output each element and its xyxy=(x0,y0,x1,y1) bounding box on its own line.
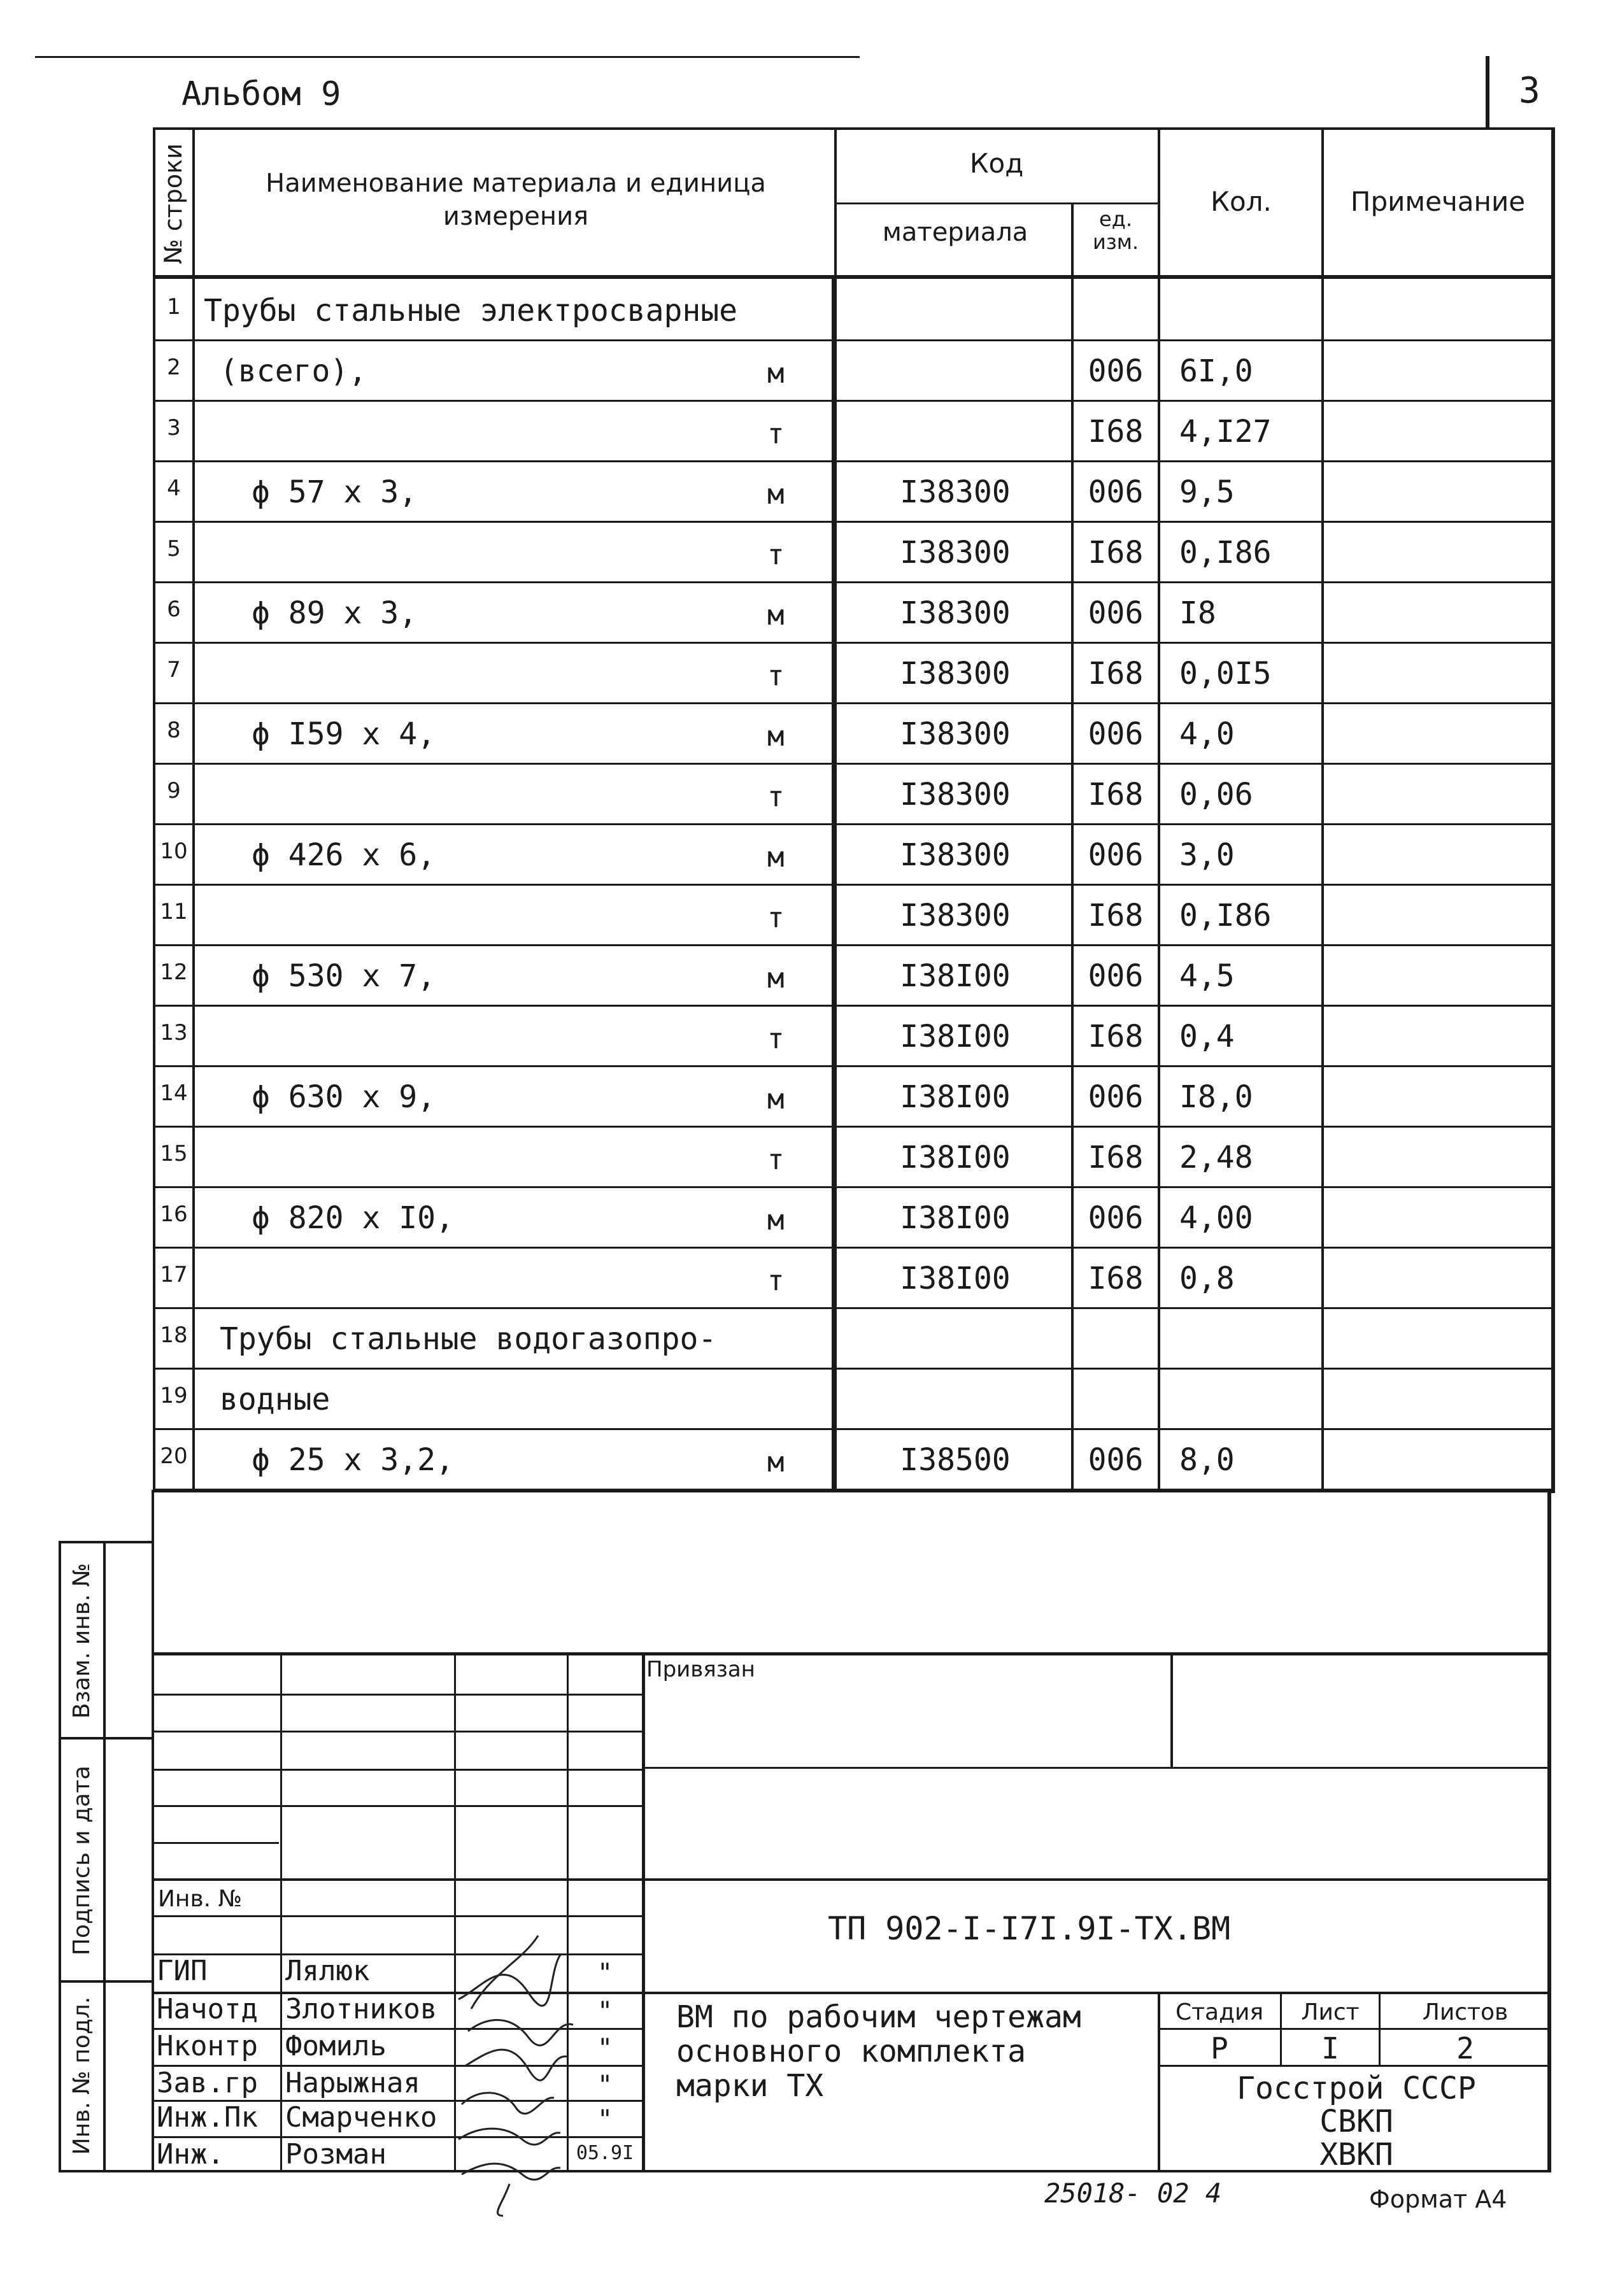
unit: м xyxy=(767,962,785,995)
header-note: Примечание xyxy=(1350,186,1526,217)
header-material-code: материала xyxy=(882,218,1028,247)
material-code: I38500 xyxy=(900,1442,1011,1478)
unit-code: I68 xyxy=(1088,1140,1144,1175)
unit: т xyxy=(767,781,785,813)
quantity: 0,4 xyxy=(1179,1019,1235,1054)
row-number: 11 xyxy=(160,899,188,925)
material-name: ϕ 530 x 7, xyxy=(252,958,436,994)
unit: т xyxy=(767,1144,785,1176)
material-name: (всего), xyxy=(220,353,367,389)
quantity: 6I,0 xyxy=(1179,353,1253,389)
date-mark: " xyxy=(597,1959,613,1988)
date-mark: " xyxy=(597,2105,613,2134)
quantity: I8,0 xyxy=(1179,1079,1253,1115)
quantity: 0,I86 xyxy=(1179,535,1272,570)
material-code: I38300 xyxy=(900,595,1011,631)
person-name: Розман xyxy=(285,2138,387,2171)
document-code: ТП 902-I-I7I.9I-ТХ.ВМ xyxy=(828,1910,1231,1947)
quantity: 3,0 xyxy=(1179,837,1235,873)
material-code: I38I00 xyxy=(900,1200,1011,1236)
signatures xyxy=(0,1655,644,2292)
row-number: 6 xyxy=(167,597,181,622)
role-title: Начотд xyxy=(157,1993,258,2025)
row-number: 18 xyxy=(160,1322,188,1348)
person-name: Лялюк xyxy=(285,1955,370,1987)
quantity: 9,5 xyxy=(1179,474,1235,510)
sheet-label: Лист xyxy=(1301,1999,1360,2025)
material-code: I38300 xyxy=(900,898,1011,933)
unit-code: 006 xyxy=(1088,1442,1144,1478)
organization-line: СВКП xyxy=(1319,2104,1393,2139)
top-rule xyxy=(35,56,860,58)
sheets-value: 2 xyxy=(1456,2031,1474,2066)
row-number: 14 xyxy=(160,1081,188,1106)
role-title: Инж.Пк xyxy=(157,2101,258,2134)
unit: м xyxy=(767,478,785,511)
header-row-number: № строки xyxy=(159,143,187,264)
role-title: Зав.гр xyxy=(157,2067,258,2099)
page-number: 3 xyxy=(1519,70,1540,111)
inv-no-label: Инв. № xyxy=(158,1886,243,1912)
unit-code: 006 xyxy=(1088,958,1144,994)
person-name: Фомиль xyxy=(285,2030,387,2062)
role-title: ГИП xyxy=(157,1955,208,1987)
stage-value: Р xyxy=(1211,2031,1228,2066)
material-code: I38300 xyxy=(900,474,1011,510)
organization-line: ХВКП xyxy=(1319,2137,1393,2172)
unit-code: 006 xyxy=(1088,837,1144,873)
date-mark: 05.9I xyxy=(576,2142,634,2164)
material-code: I38300 xyxy=(900,716,1011,752)
unit: т xyxy=(767,1265,785,1297)
quantity: 4,I27 xyxy=(1179,414,1272,450)
unit: м xyxy=(767,357,785,390)
side-label-podpis: Подпись и дата xyxy=(69,1765,95,1956)
album-label: Альбом 9 xyxy=(181,75,341,113)
material-name: Трубы стальные электросварные xyxy=(204,293,738,329)
row-number: 19 xyxy=(160,1383,188,1408)
unit: м xyxy=(767,1204,785,1237)
material-name: ϕ 57 x 3, xyxy=(252,474,418,510)
header-unit-code: ед. изм. xyxy=(1092,207,1139,254)
material-name: Трубы стальные водогазопро- xyxy=(220,1321,717,1357)
unit: т xyxy=(767,539,785,571)
date-mark: " xyxy=(597,1997,613,2026)
row-number: 20 xyxy=(160,1443,188,1469)
material-name: ϕ 630 x 9, xyxy=(252,1079,436,1115)
role-title: Инж. xyxy=(157,2138,224,2171)
header-code: Код xyxy=(969,148,1024,179)
document-title-line: основного комплекта xyxy=(676,2034,1027,2069)
material-name: ϕ 426 x 6, xyxy=(252,837,436,873)
row-number: 15 xyxy=(160,1141,188,1166)
unit: т xyxy=(767,660,785,692)
quantity: 8,0 xyxy=(1179,1442,1235,1478)
unit-code: 006 xyxy=(1088,353,1144,389)
date-mark: " xyxy=(597,2034,613,2063)
material-code: I38I00 xyxy=(900,1140,1011,1175)
unit: м xyxy=(767,1446,785,1478)
unit-code: 006 xyxy=(1088,1200,1144,1236)
person-name: Нарыжная xyxy=(285,2067,420,2099)
quantity: I8 xyxy=(1179,595,1216,631)
row-number: 7 xyxy=(167,657,181,683)
format-label: Формат А4 xyxy=(1369,2185,1507,2213)
unit: т xyxy=(767,1023,785,1055)
date-mark: " xyxy=(597,2071,613,2100)
unit-code: I68 xyxy=(1088,414,1144,450)
row-number: 5 xyxy=(167,536,181,562)
quantity: 0,06 xyxy=(1179,777,1253,812)
material-code: I38300 xyxy=(900,535,1011,570)
row-number: 8 xyxy=(167,718,181,743)
quantity: 4,5 xyxy=(1179,958,1235,994)
row-number: 1 xyxy=(167,294,181,320)
quantity: 0,8 xyxy=(1179,1261,1235,1296)
material-code: I38300 xyxy=(900,656,1011,691)
unit: м xyxy=(767,1083,785,1116)
unit: м xyxy=(767,841,785,874)
material-name: ϕ 89 x 3, xyxy=(252,595,418,631)
row-number: 17 xyxy=(160,1262,188,1287)
person-name: Смарченко xyxy=(285,2101,437,2134)
row-number: 9 xyxy=(167,778,181,804)
side-label-inv-podl: Инв. № подл. xyxy=(69,1996,95,2155)
quantity: 0,0I5 xyxy=(1179,656,1272,691)
unit-code: I68 xyxy=(1088,1019,1144,1054)
row-number: 16 xyxy=(160,1201,188,1227)
handwritten-number: 25018- 02 4 xyxy=(1044,2178,1222,2209)
organization-line: Госстрой СССР xyxy=(1237,2071,1476,2106)
unit-code: I68 xyxy=(1088,1261,1144,1296)
header-material-name: Наименование материала и единица измерения xyxy=(266,169,766,231)
quantity: 2,48 xyxy=(1179,1140,1253,1175)
material-name: водные xyxy=(220,1382,330,1417)
unit: т xyxy=(767,418,785,450)
unit-code: I68 xyxy=(1088,656,1144,691)
unit-code: 006 xyxy=(1088,1079,1144,1115)
person-name: Злотников xyxy=(285,1993,437,2025)
material-code: I38I00 xyxy=(900,958,1011,994)
quantity: 0,I86 xyxy=(1179,898,1272,933)
privyazan-label: Привязан xyxy=(646,1657,755,1682)
side-label-vzam: Взам. инв. № xyxy=(69,1563,95,1719)
sheet-value: I xyxy=(1321,2031,1339,2066)
unit-code: I68 xyxy=(1088,898,1144,933)
material-code: I38300 xyxy=(900,777,1011,812)
material-name: ϕ 820 x I0, xyxy=(252,1200,454,1236)
unit: м xyxy=(767,720,785,753)
quantity: 4,00 xyxy=(1179,1200,1253,1236)
material-code: I38300 xyxy=(900,837,1011,873)
role-title: Нконтр xyxy=(157,2030,258,2062)
row-number: 2 xyxy=(167,355,181,380)
row-number: 13 xyxy=(160,1020,188,1045)
document-title-line: ВМ по рабочим чертежам xyxy=(676,1999,1081,2035)
row-number: 3 xyxy=(167,415,181,441)
material-name: ϕ I59 x 4, xyxy=(252,716,436,752)
header-quantity: Кол. xyxy=(1211,186,1272,217)
sheets-label: Листов xyxy=(1422,1999,1509,2025)
unit-code: 006 xyxy=(1088,716,1144,752)
page-number-divider xyxy=(1486,56,1489,127)
material-code: I38I00 xyxy=(900,1261,1011,1296)
unit-code: I68 xyxy=(1088,777,1144,812)
unit-code: 006 xyxy=(1088,595,1144,631)
stage-label: Стадия xyxy=(1175,1999,1264,2025)
row-number: 10 xyxy=(160,839,188,864)
unit: т xyxy=(767,902,785,934)
material-name: ϕ 25 x 3,2, xyxy=(252,1442,454,1478)
unit-code: I68 xyxy=(1088,535,1144,570)
unit-code: 006 xyxy=(1088,474,1144,510)
row-number: 4 xyxy=(167,476,181,501)
row-number: 12 xyxy=(160,960,188,985)
material-code: I38I00 xyxy=(900,1079,1011,1115)
unit: м xyxy=(767,599,785,632)
document-title-line: марки ТХ xyxy=(676,2068,824,2104)
quantity: 4,0 xyxy=(1179,716,1235,752)
material-code: I38I00 xyxy=(900,1019,1011,1054)
